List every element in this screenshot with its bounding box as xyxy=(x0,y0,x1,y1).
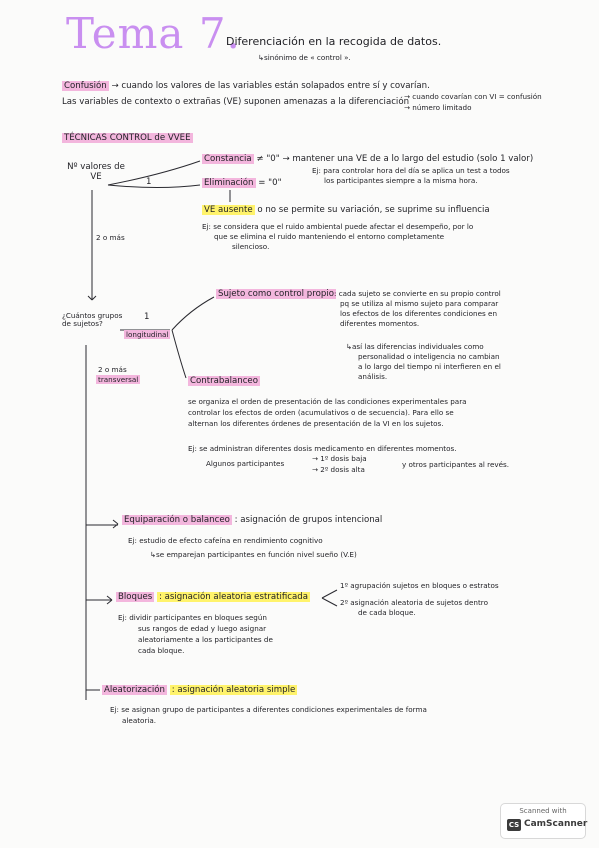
bloques-example-2: sus rangos de edad y luego asignar xyxy=(138,624,267,633)
ve-branch-2: → número limitado xyxy=(404,103,472,112)
aleatorizacion-example-1: Ej: se asignan grupo de participantes a diferentes condiciones experimentales de forma xyxy=(110,705,427,714)
watermark-brand: CamScanner xyxy=(524,819,588,829)
eliminacion-example-3: silencioso. xyxy=(232,242,270,251)
transversal-label: transversal xyxy=(98,375,139,384)
eliminacion-label: Eliminación xyxy=(204,178,254,188)
contrabalanceo-example-2: Algunos participantes xyxy=(206,459,285,468)
sujeto-note-2: personalidad o inteligencia no cambian xyxy=(358,352,500,361)
aleatorizacion-label: Aleatorización xyxy=(104,685,165,695)
camscanner-watermark xyxy=(501,804,588,838)
bloques-example-1: Ej: dividir participantes en bloques según xyxy=(118,613,267,622)
longitudinal-label: longitudinal xyxy=(126,330,169,339)
ve-branch-1: → cuando covarían con VI = confusión xyxy=(404,92,542,101)
contrabalanceo-example-3: → 1º dosis baja xyxy=(312,454,367,463)
contrabalanceo-example-1: Ej: se administran diferentes dosis medicamento en diferentes momentos. xyxy=(188,444,457,453)
count-two-or-more: 2 o más xyxy=(96,233,125,242)
sujeto-note-1: ↳así las diferencias individuales como xyxy=(346,342,484,351)
contrabalanceo-example-5: y otros participantes al revés. xyxy=(402,460,510,469)
bloques-step-1: 1º agrupación sujetos en bloques o estratos xyxy=(340,581,499,590)
aleatorizacion-desc: : asignación aleatoria simple xyxy=(171,685,296,695)
confusion-text: → cuando los valores de las variables están solapados entre sí y covarían. xyxy=(111,81,430,91)
count-one: 1 xyxy=(146,177,152,187)
section-label: TÉCNICAS CONTROL de VVEE xyxy=(64,133,191,143)
equiparacion-example-1: Ej: estudio de efecto cafeína en rendimiento cognitivo xyxy=(128,536,323,545)
sujeto-desc-3: los efectos de los diferentes condiciones en xyxy=(340,309,498,318)
bloques-example-4: cada bloque. xyxy=(138,646,185,655)
eliminacion-example-2: que se elimina el ruido manteniendo el entorno completamente xyxy=(214,232,445,241)
constancia-desc: → mantener una VE de a lo largo del estudio (solo 1 valor) xyxy=(282,154,534,164)
sujeto-desc-1: : cada sujeto se convierte en su propio control xyxy=(334,289,501,298)
contrabalanceo-desc-2: controlar los efectos de orden (acumulativos o de secuencia). Para ello se xyxy=(188,408,454,417)
sujeto-note-3: a lo largo del tiempo ni interfieren en el xyxy=(358,362,501,371)
sujeto-desc-4: diferentes momentos. xyxy=(340,319,420,328)
contrabalanceo-desc-1: se organiza el orden de presentación de las condiciones experimentales para xyxy=(188,397,467,406)
eliminacion-desc: VE ausente o no se permite su variación, se suprime su influencia xyxy=(204,205,490,215)
bloques-row xyxy=(116,593,310,603)
confusion-label: Confusión xyxy=(64,81,107,91)
eliminacion-row xyxy=(202,179,282,189)
aleatorizacion-example-2: aleatoria. xyxy=(122,716,157,725)
equiparacion-label: Equiparación o balanceo xyxy=(124,515,230,525)
groups-question: ¿Cuántos grupos de sujetos? xyxy=(62,311,123,329)
eliminacion-value: = "0" xyxy=(258,178,282,188)
contrabalanceo-label: Contrabalanceo xyxy=(190,376,258,386)
sujeto-desc-2: pq se utiliza al mismo sujeto para comparar xyxy=(340,299,499,308)
bloques-example-3: aleatoriamente a los participantes de xyxy=(138,635,273,644)
equiparacion-desc: : asignación de grupos intencional xyxy=(234,515,383,525)
bloques-label: Bloques xyxy=(118,592,153,602)
transversal-count: 2 o más xyxy=(98,365,127,374)
bloques-desc: : asignación aleatoria estratificada xyxy=(158,592,308,602)
bloques-step-2: 2º asignación aleatoria de sujetos dentro xyxy=(340,598,488,607)
tree-root-label: Nº valores de VE xyxy=(67,162,125,182)
equiparacion-row xyxy=(122,516,382,526)
equiparacion-example-2: ↳se emparejan participantes en función nivel sueño (V.E) xyxy=(150,550,357,559)
page-subtitle: Diferenciación en la recogida de datos. xyxy=(226,35,442,48)
confusion-line xyxy=(62,82,430,92)
constancia-example-1: Ej: para controlar hora del día se aplica un test a todos xyxy=(312,166,510,175)
bloques-step-2b: de cada bloque. xyxy=(358,608,416,617)
constancia-value: ≠ "0" xyxy=(256,154,280,164)
sujeto-note-4: análisis. xyxy=(358,372,388,381)
camscanner-logo-icon: CS xyxy=(508,821,520,829)
ve-text: Las variables de contexto o extrañas (VE) suponen amenazas a la diferenciación xyxy=(62,97,410,107)
aleatorizacion-row xyxy=(102,686,297,696)
contrabalanceo-desc-3: alternan los diferentes órdenes de presentación de la VI en los sujetos. xyxy=(188,419,444,428)
eliminacion-example-1: Ej: se considera que el ruido ambiental puede afectar el desempeño, por lo xyxy=(202,222,474,231)
page-title: Tema 7. xyxy=(66,9,241,58)
longitudinal-count: 1 xyxy=(144,312,150,322)
sujeto-label: Sujeto como control propio xyxy=(218,289,334,299)
watermark-scanned-with: Scanned with xyxy=(519,807,567,815)
constancia-row xyxy=(202,155,533,165)
subtitle-note: ↳sinónimo de « control ». xyxy=(258,53,351,62)
contrabalanceo-example-4: → 2º dosis alta xyxy=(312,465,365,474)
constancia-label: Constancia xyxy=(204,154,252,164)
constancia-example-2: los participantes siempre a la misma hora. xyxy=(324,176,478,185)
